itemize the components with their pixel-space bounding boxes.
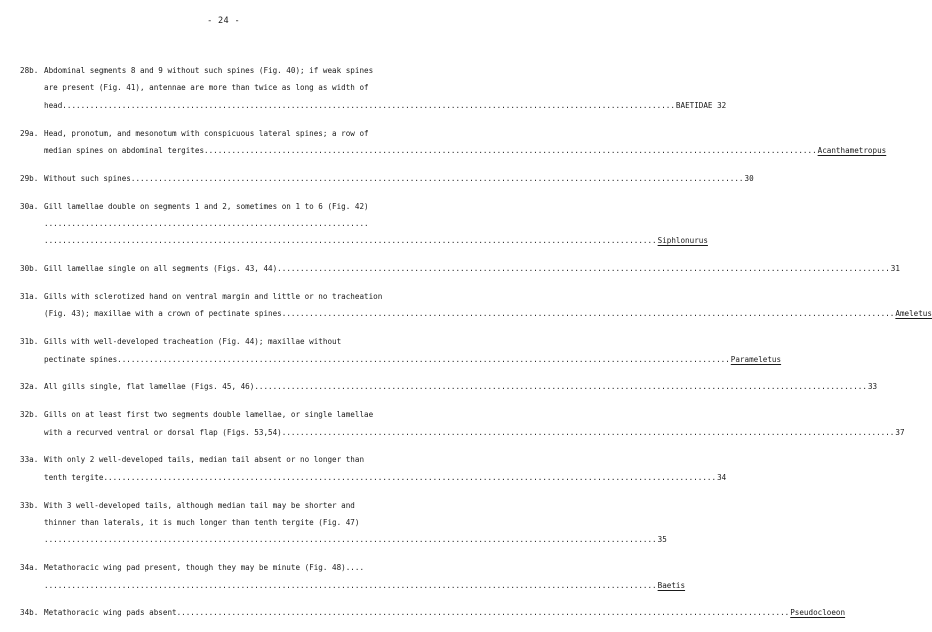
couplet-text: [44, 333, 781, 368]
couplet-line: Gills with well-developed tracheation (Fig. 44); maxillae without: [44, 337, 342, 347]
couplet-line: Metathoracic wing pad present, though they may be minute (Fig. 48)....: [44, 563, 365, 573]
couplet-text: [44, 378, 877, 395]
couplet-code: 28b.: [20, 66, 39, 75]
couplet-line: Gill lamellae single on all segments (Figs. 43, 44): [44, 264, 278, 274]
couplet-text: [44, 451, 726, 486]
key-entry: [20, 378, 878, 395]
dot-leader: [277, 260, 890, 277]
couplet-line: .......................................................................: [44, 219, 369, 229]
key-entry: [20, 170, 754, 187]
couplet-text: [44, 260, 900, 277]
go-to-couplet: 37: [895, 427, 905, 437]
key-entry: [20, 125, 887, 160]
key-entry: [20, 604, 846, 621]
couplet-line: Head, pronotum, and mesonotum with conspicuous lateral spines; a row of: [44, 128, 369, 138]
couplet-line: All gills single, flat lamellae (Figs. 45, 46): [44, 382, 255, 392]
dot-leader: [204, 142, 817, 159]
couplet-line: with a recurved ventral or dorsal flap (Figs. 53,54): [44, 427, 282, 437]
taxon-name: Pseudocloeon: [790, 608, 846, 618]
couplet-line: pectinate spines: [44, 354, 118, 364]
taxon-name: Siphlonurus: [657, 236, 708, 246]
couplet-line: head: [44, 100, 63, 110]
couplet-text: [44, 125, 886, 160]
key-entry: [20, 333, 782, 368]
dot-leader: [282, 424, 895, 441]
couplet-code: 29b.: [20, 173, 39, 183]
couplet-line: tenth tergite: [44, 472, 104, 482]
dichotomous-key: [20, 62, 932, 632]
go-to-couplet: 30: [744, 173, 754, 183]
couplet-leader-line: [44, 142, 886, 159]
couplet-text: [44, 198, 708, 250]
go-to-couplet: 31: [890, 264, 900, 274]
couplet-code: 31b.: [20, 337, 39, 347]
couplet-line: thinner than laterals, it is much longer than tenth tergite (Fig. 47): [44, 518, 360, 528]
dot-leader: [44, 577, 657, 594]
couplet-code: 32a.: [20, 382, 39, 392]
dot-leader: [282, 305, 895, 322]
couplet-text: [44, 497, 667, 549]
couplet-line: Gills on at least first two segments double lamellae, or single lamellae: [44, 410, 374, 420]
key-entry: [20, 497, 667, 549]
couplet-line: Gill lamellae double on segments 1 and 2, sometimes on 1 to 6 (Fig. 42): [44, 201, 369, 211]
taxon-name: Baetis: [657, 580, 686, 590]
go-to-couplet: 33: [867, 382, 878, 392]
couplet-line: Abdominal segments 8 and 9 without such spines (Fig. 40); if weak spines: [44, 66, 374, 75]
couplet-line: Metathoracic wing pads absent: [44, 608, 177, 618]
dot-leader: [177, 604, 790, 621]
couplet-code: 31a.: [20, 292, 39, 302]
couplet-leader-line: [44, 531, 667, 548]
go-to-couplet: 34: [717, 472, 727, 482]
couplet-leader-line: [44, 260, 900, 277]
key-entry: [20, 559, 686, 594]
couplet-leader-line: [44, 424, 905, 441]
taxon-name: Parameletus: [730, 354, 782, 364]
couplet-code: 32b.: [20, 410, 39, 420]
dot-leader: [254, 378, 867, 395]
couplet-leader-line: [44, 305, 932, 322]
dot-leader: [103, 469, 716, 486]
couplet-leader-line: [44, 469, 726, 486]
couplet-line: Without such spines: [44, 173, 131, 183]
go-to-couplet: 35: [657, 535, 667, 545]
go-to-couplet: BAETIDAE 32: [675, 100, 727, 110]
couplet-text: [44, 559, 685, 594]
couplet-code: 30a.: [20, 201, 39, 211]
couplet-code: 29a.: [20, 128, 39, 138]
couplet-leader-line: [44, 351, 781, 368]
couplet-code: 33b.: [20, 500, 39, 510]
couplet-text: [44, 170, 754, 187]
couplet-leader-line: [44, 170, 754, 187]
key-entry: [20, 451, 727, 486]
couplet-code: 34a.: [20, 563, 39, 573]
key-entry: [20, 198, 708, 250]
couplet-text: [44, 288, 932, 323]
dot-leader: [44, 232, 657, 249]
couplet-leader-line: [44, 577, 685, 594]
taxon-name: Ameletus: [895, 309, 932, 319]
key-entry: [20, 260, 900, 277]
key-entry: [20, 62, 727, 114]
couplet-text: [44, 406, 905, 441]
couplet-line: are present (Fig. 41), antennae are more than twice as long as width of: [44, 83, 369, 93]
couplet-text: [44, 604, 845, 621]
page-number: - 24 -: [207, 16, 240, 26]
dot-leader: [117, 351, 730, 368]
dot-leader: [44, 531, 657, 548]
dot-leader: [131, 170, 744, 187]
couplet-line: With only 2 well-developed tails, median tail absent or no longer than: [44, 455, 365, 465]
couplet-code: 30b.: [20, 264, 39, 274]
dot-leader: [62, 97, 675, 114]
couplet-code: 34b.: [20, 608, 39, 618]
couplet-leader-line: [44, 232, 708, 249]
key-entry: [20, 288, 932, 323]
couplet-leader-line: [44, 97, 726, 114]
couplet-text: [44, 62, 726, 114]
couplet-leader-line: [44, 378, 877, 395]
taxon-name: Acanthametropus: [817, 146, 887, 156]
couplet-line: With 3 well-developed tails, although median tail may be shorter and: [44, 500, 355, 510]
couplet-line: Gills with sclerotized hand on ventral margin and little or no tracheation: [44, 292, 383, 302]
key-entry: [20, 406, 905, 441]
couplet-code: 33a.: [20, 455, 39, 465]
couplet-line: (Fig. 43); maxillae with a crown of pectinate spines: [44, 309, 282, 319]
couplet-line: median spines on abdominal tergites: [44, 146, 205, 156]
couplet-leader-line: [44, 604, 845, 621]
